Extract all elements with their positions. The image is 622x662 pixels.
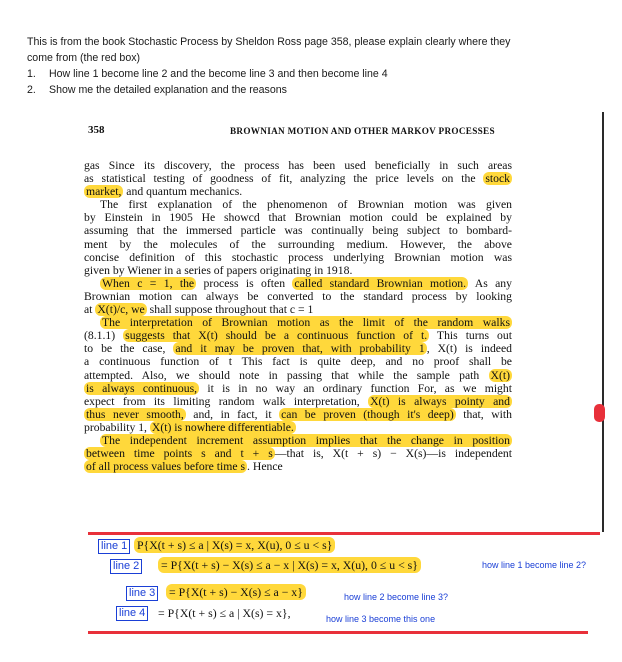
highlight: market, <box>86 185 122 199</box>
text-line: to be the case, and it may be proven that, with probability 1 , X(t) is indeed <box>84 342 513 356</box>
highlight: is always continuous, <box>86 381 198 395</box>
text-line: thus never smooth, and, in fact, it can be proven (though it's deep) that, with <box>86 407 512 421</box>
equation-line2: = P{X(t + s) − X(s) ≤ a − x | X(s) = x, X(u), 0 ≤ u < s} <box>158 558 421 573</box>
text-line: between time points s and t + s —that is, X(t + s) − X(s)—is independent <box>86 447 512 461</box>
question-item-text: How line 1 become line 2 and the become line 3 and then become line 4 <box>49 68 388 80</box>
note-line1-to-line2: how line 1 become line 2? <box>482 560 587 570</box>
highlight: stock <box>485 172 510 186</box>
line2-tag: line 2 <box>110 559 142 574</box>
text-line: a continuous function of t This fact is quite deep, and no proof shall be <box>84 355 512 369</box>
question-list <box>27 66 587 98</box>
question-intro-line2: come from (the red box) <box>27 52 141 64</box>
highlight: X(t) is always pointy and <box>370 394 510 408</box>
question-item-number: 1. <box>27 68 36 80</box>
note-line3-to-line4: how line 3 become this one <box>326 614 436 624</box>
text-line: probability 1, X(t) is nowhere differentiable. <box>84 420 294 434</box>
text-line: The first explanation of the phenomenon of Brownian motion was given <box>100 198 512 212</box>
equation-line4: = P{X(t + s) ≤ a | X(s) = x}, <box>158 606 291 620</box>
body-text <box>84 159 512 473</box>
highlight: of all process values before time s <box>86 460 246 474</box>
text-line: as statistical testing of goodness of fit, analyzing the price levels on the stock <box>84 172 510 186</box>
highlight: The interpretation of Brownian motion as the limit of the random walks <box>102 316 510 330</box>
highlight: X(t) <box>490 368 510 382</box>
question-text <box>27 34 587 98</box>
text-line <box>84 434 512 447</box>
question-item <box>27 82 587 98</box>
text-line: gas Since its discovery, the process has been used beneficially in such areas <box>84 159 512 172</box>
highlight: between time points s and t + s <box>86 447 273 461</box>
book-page-scan <box>84 112 612 662</box>
text-line: given by Wiener in a series of papers originating in 1918. <box>84 263 353 277</box>
text-line: assuming that the immersed particle was continually being subject to bombard- <box>84 224 512 238</box>
text-line: ment by the molecules of the surrounding medium. However, the above <box>84 237 512 251</box>
highlight: can be proven (though it's deep) <box>281 407 454 421</box>
page-edge-line <box>602 112 604 532</box>
text-line: by Einstein in 1905 He showcd that Brownian motion could be explained by <box>84 211 512 225</box>
red-box-bottom <box>88 631 588 634</box>
page-number: 358 <box>88 124 105 136</box>
text-line: expect from its limiting random walk interpretation, X(t) is always pointy and <box>84 394 510 408</box>
text-line: Brownian motion can always be converted to the standard process by looking <box>84 289 512 303</box>
question-item <box>27 66 587 82</box>
text-line: at X(t)/c, we shall suppose throughout that c = 1 <box>84 303 314 317</box>
text-line: is always continuous, it is in no way an ordinary function For, as we might <box>86 381 512 395</box>
highlight: When c = 1, the <box>102 276 195 290</box>
question-item-text: Show me the detailed explanation and the reasons <box>49 84 287 96</box>
red-mark <box>594 404 605 422</box>
text-line: When c = 1, the process is often called standard Brownian motion. As any <box>102 276 512 290</box>
highlight: X(t) is nowhere differentiable. <box>151 420 294 434</box>
text-line: attempted. Also, we should note in passing that while the sample path X(t) <box>84 368 510 382</box>
line3-tag: line 3 <box>126 586 158 601</box>
highlight: suggests that X(t) should be a continuous function of t. <box>125 329 428 343</box>
question-intro-line1: This is from the book Stochastic Process by Sheldon Ross page 358, please explain clearly where they <box>27 36 511 48</box>
text-line: market, and quantum mechanics. <box>86 185 243 199</box>
question-item-number: 2. <box>27 84 36 96</box>
highlight: The independent increment assumption implies that the change in position <box>102 433 510 447</box>
equation-line1: P{X(t + s) ≤ a | X(s) = x, X(u), 0 ≤ u < s} <box>134 538 335 553</box>
text-line <box>84 316 512 329</box>
equation-line3: = P{X(t + s) − X(s) ≤ a − x} <box>166 585 306 600</box>
highlight: and it may be proven that, with probability 1 <box>175 342 425 356</box>
highlight: X(t)/c, we <box>97 303 145 317</box>
note-line2-to-line3: how line 2 become line 3? <box>344 592 449 602</box>
running-head: BROWNIAN MOTION AND OTHER MARKOV PROCESSES <box>230 126 495 136</box>
text-line: concise definition of this stochastic process underlying Brownian motion was <box>84 250 512 264</box>
line1-tag: line 1 <box>98 539 130 554</box>
highlight: called standard Brownian motion. <box>294 276 467 290</box>
red-box-top <box>88 532 600 535</box>
highlight: thus never smooth, <box>86 407 184 421</box>
text-line: of all process values before time s . Hence <box>86 460 283 474</box>
line4-tag: line 4 <box>116 606 148 621</box>
text-line: (8.1.1) suggests that X(t) should be a continuous function of t. This turns out <box>84 329 512 343</box>
